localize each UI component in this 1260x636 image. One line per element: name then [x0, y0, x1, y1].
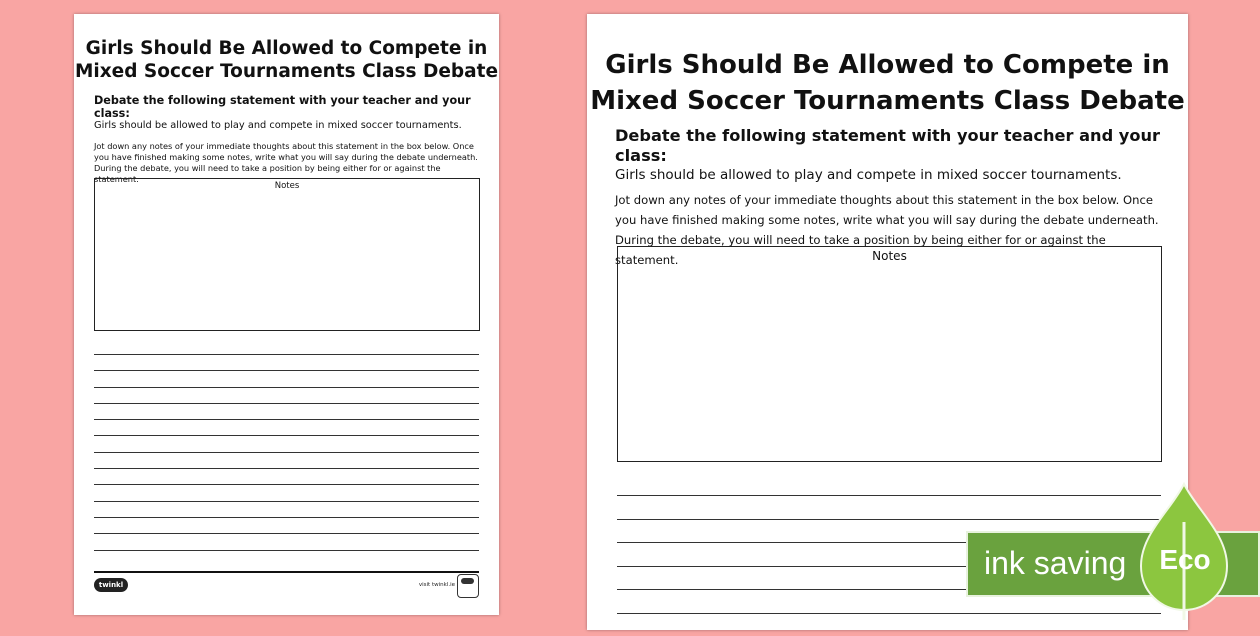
- title-line-1: Girls Should Be Allowed to Compete in: [74, 37, 499, 60]
- writing-lines: [94, 354, 479, 566]
- quality-seal-icon: [457, 574, 479, 598]
- jot-line-2: you have finished making some notes, write what you will say during the debate underneath.: [94, 152, 479, 163]
- writing-line: [94, 533, 479, 549]
- writing-line: [94, 550, 479, 566]
- title-line-2: Mixed Soccer Tournaments Class Debate: [587, 83, 1188, 119]
- writing-line: [617, 613, 1161, 636]
- writing-line: [94, 387, 479, 403]
- debate-statement: Girls should be allowed to play and compete in mixed soccer tournaments.: [94, 120, 479, 132]
- writing-line: [94, 435, 479, 451]
- writing-line: [617, 495, 1161, 519]
- instruction-heading: Debate the following statement with your teacher and your class:: [615, 126, 1164, 166]
- notes-box: [617, 246, 1162, 462]
- eco-label: Eco: [1147, 540, 1223, 580]
- debate-statement: Girls should be allowed to play and compete in mixed soccer tournaments.: [615, 166, 1164, 184]
- writing-line: [94, 484, 479, 500]
- footer-visit-text: visit twinkl.ie: [419, 582, 455, 588]
- writing-line: [94, 403, 479, 419]
- jot-line-1: Jot down any notes of your immediate thoughts about this statement in the box below. Once: [94, 141, 479, 152]
- twinkl-logo: twinkl: [94, 578, 128, 592]
- notes-label: Notes: [95, 181, 479, 191]
- worksheet-preview-small: [74, 14, 499, 615]
- writing-line: [94, 501, 479, 517]
- title-line-1: Girls Should Be Allowed to Compete in: [587, 47, 1188, 83]
- instruction-heading: Debate the following statement with your teacher and your class:: [94, 94, 479, 120]
- footer-rule: [94, 571, 479, 573]
- writing-line: [94, 468, 479, 484]
- writing-line: [94, 370, 479, 386]
- title-line-2: Mixed Soccer Tournaments Class Debate: [74, 60, 499, 83]
- notes-label: Notes: [618, 249, 1161, 263]
- writing-line: [94, 452, 479, 468]
- worksheet-title: [587, 47, 1188, 119]
- notes-box: [94, 178, 480, 331]
- jot-line-3: During the debate, you will need to take a position by being either for or against the statement.: [94, 163, 479, 185]
- jot-line-3: During the debate, you will need to take a position by being either for or against the statement.: [615, 230, 1164, 270]
- worksheet-title: [74, 37, 499, 83]
- jot-line-2: you have finished making some notes, write what you will say during the debate underneath.: [615, 210, 1164, 230]
- instructions: [94, 94, 479, 185]
- writing-line: [94, 354, 479, 370]
- jot-line-1: Jot down any notes of your immediate thoughts about this statement in the box below. Once: [615, 190, 1164, 210]
- writing-line: [94, 517, 479, 533]
- writing-line: [94, 419, 479, 435]
- ink-saving-text: ink saving: [984, 543, 1126, 583]
